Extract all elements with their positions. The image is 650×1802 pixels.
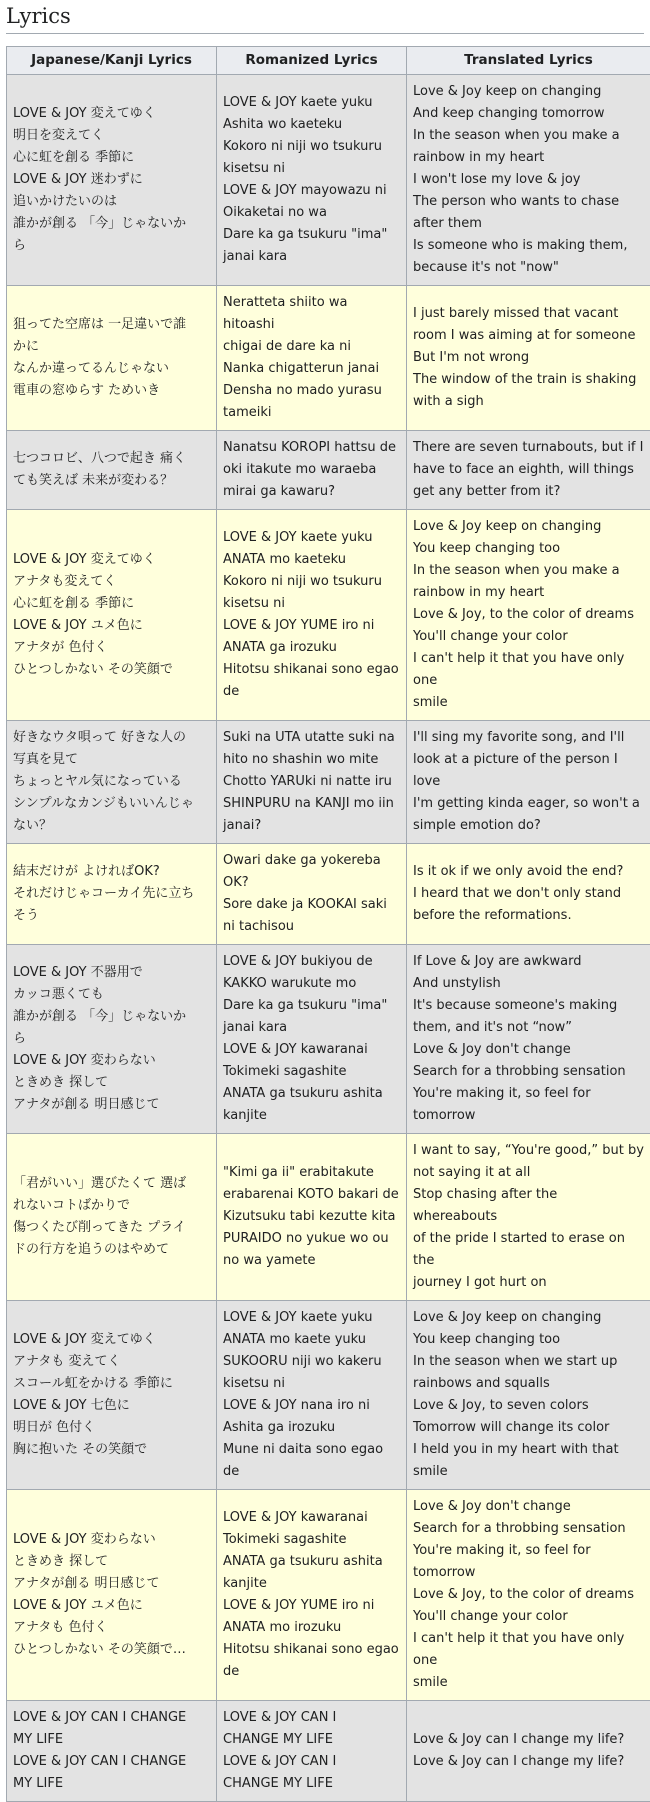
lyric-line: Mune ni daita sono egao de bbox=[223, 1439, 400, 1483]
lyric-line: SUKOORU niji wo kakeru bbox=[223, 1351, 400, 1373]
lyric-line: Ashita ga irozuku bbox=[223, 1417, 400, 1439]
lyric-line: ANATA mo irozuku bbox=[223, 1617, 400, 1639]
table-row bbox=[7, 721, 650, 844]
translated-cell bbox=[407, 286, 650, 431]
lyric-line: OK? bbox=[223, 872, 400, 894]
romanized-cell bbox=[217, 1301, 407, 1490]
romanized-cell bbox=[217, 844, 407, 945]
lyric-line: of the pride I started to erase on the bbox=[413, 1228, 644, 1272]
lyric-line: kisetsu ni bbox=[223, 1373, 400, 1395]
lyric-line: そう bbox=[13, 905, 210, 927]
japanese-cell bbox=[7, 1301, 217, 1490]
lyric-line: de bbox=[223, 1661, 400, 1683]
lyric-line: PURAIDO no yukue wo ou bbox=[223, 1228, 400, 1250]
lyric-line: In the season when you make a bbox=[413, 125, 644, 147]
lyric-line: Kizutsuku tabi kezutte kita bbox=[223, 1206, 400, 1228]
lyric-line: You're making it, so feel for bbox=[413, 1083, 644, 1105]
japanese-cell bbox=[7, 721, 217, 844]
header-row bbox=[7, 47, 650, 75]
lyric-line: rainbow in my heart bbox=[413, 582, 644, 604]
lyric-line: アナタも 色付く bbox=[13, 1617, 210, 1639]
lyric-line: LOVE & JOY 変えてゆく bbox=[13, 103, 210, 125]
japanese-cell bbox=[7, 844, 217, 945]
lyric-line: ときめき 探して bbox=[13, 1551, 210, 1573]
lyric-line: 写真を見て bbox=[13, 749, 210, 771]
lyric-line: Tokimeki sagashite bbox=[223, 1061, 400, 1083]
lyric-line: You'll change your color bbox=[413, 626, 644, 648]
lyric-line: スコール虹をかける 季節に bbox=[13, 1373, 210, 1395]
lyric-line: LOVE & JOY 不器用で bbox=[13, 962, 210, 984]
table-row bbox=[7, 1301, 650, 1490]
table-row bbox=[7, 286, 650, 431]
lyric-line: Oikaketai no wa bbox=[223, 202, 400, 224]
lyric-line: 傷つくたび削ってきた プライ bbox=[13, 1217, 210, 1239]
lyric-line: Love & Joy, to the color of dreams bbox=[413, 604, 644, 626]
lyric-line: 胸に抱いた その笑顔で bbox=[13, 1439, 210, 1461]
lyric-line: with a sigh bbox=[413, 391, 644, 413]
table-row bbox=[7, 1134, 650, 1301]
lyric-line: Love & Joy keep on changing bbox=[413, 81, 644, 103]
lyric-line: And keep changing tomorrow bbox=[413, 103, 644, 125]
lyric-line: LOVE & JOY YUME iro ni bbox=[223, 1595, 400, 1617]
lyric-line: ない？ bbox=[13, 815, 210, 837]
lyric-line: If Love & Joy are awkward bbox=[413, 951, 644, 973]
lyric-line: erabarenai KOTO bakari de bbox=[223, 1184, 400, 1206]
lyric-line: kisetsu ni bbox=[223, 593, 400, 615]
lyric-line: CHANGE MY LIFE bbox=[223, 1773, 400, 1795]
translated-cell bbox=[407, 1490, 650, 1701]
lyric-line: アナタが創る 明日感じて bbox=[13, 1573, 210, 1595]
lyric-line: I won't lose my love & joy bbox=[413, 169, 644, 191]
lyric-line: Love & Joy, to the color of dreams bbox=[413, 1584, 644, 1606]
lyric-line: Nanatsu KOROPI hattsu de bbox=[223, 437, 400, 459]
table-row bbox=[7, 945, 650, 1134]
lyric-line: before the reformations. bbox=[413, 905, 644, 927]
lyric-line: I heard that we don't only stand bbox=[413, 883, 644, 905]
lyric-line: smile bbox=[413, 1672, 644, 1694]
lyric-line: I held you in my heart with that smile bbox=[413, 1439, 644, 1483]
lyric-line: kisetsu ni bbox=[223, 158, 400, 180]
japanese-cell bbox=[7, 286, 217, 431]
lyric-line: ni tachisou bbox=[223, 916, 400, 938]
romanized-cell bbox=[217, 945, 407, 1134]
japanese-cell bbox=[7, 1701, 217, 1802]
header-japanese: Japanese/Kanji Lyrics bbox=[7, 47, 217, 75]
lyric-line: LOVE & JOY mayowazu ni bbox=[223, 180, 400, 202]
lyric-line: CHANGE MY LIFE bbox=[223, 1729, 400, 1751]
lyric-line: journey I got hurt on bbox=[413, 1272, 644, 1294]
lyric-line: MY LIFE bbox=[13, 1773, 210, 1795]
lyric-line: Owari dake ga yokereba bbox=[223, 850, 400, 872]
japanese-cell bbox=[7, 1134, 217, 1301]
lyric-line: LOVE & JOY 変わらない bbox=[13, 1050, 210, 1072]
lyric-line: There are seven turnabouts, but if I bbox=[413, 437, 644, 459]
lyric-line: Love & Joy keep on changing bbox=[413, 1307, 644, 1329]
japanese-cell bbox=[7, 1490, 217, 1701]
lyric-line: because it's not "now" bbox=[413, 257, 644, 279]
lyric-line: かに bbox=[13, 336, 210, 358]
lyric-line: Search for a throbbing sensation bbox=[413, 1061, 644, 1083]
translated-cell bbox=[407, 510, 650, 721]
lyric-line: I'm getting kinda eager, so won't a bbox=[413, 793, 644, 815]
lyric-line: 電車の窓ゆらす ためいき bbox=[13, 380, 210, 402]
lyric-line: MY LIFE bbox=[13, 1729, 210, 1751]
lyric-line: de bbox=[223, 681, 400, 703]
lyric-line: smile bbox=[413, 692, 644, 714]
romanized-cell bbox=[217, 510, 407, 721]
lyric-line: Love & Joy keep on changing bbox=[413, 516, 644, 538]
lyric-line: LOVE & JOY ユメ色に bbox=[13, 1595, 210, 1617]
lyrics-body bbox=[7, 75, 650, 1802]
header-translated: Translated Lyrics bbox=[407, 47, 650, 75]
romanized-cell bbox=[217, 75, 407, 286]
translated-cell bbox=[407, 844, 650, 945]
lyric-line: no wa yamete bbox=[223, 1250, 400, 1272]
table-row bbox=[7, 75, 650, 286]
lyric-line: tomorrow bbox=[413, 1562, 644, 1584]
lyric-line: Densha no mado yurasu bbox=[223, 380, 400, 402]
lyric-line: 七つコロビ、八つで起き 痛く bbox=[13, 448, 210, 470]
japanese-cell bbox=[7, 510, 217, 721]
lyric-line: ANATA ga tsukuru ashita bbox=[223, 1083, 400, 1105]
lyric-line: ANATA mo kaeteku bbox=[223, 549, 400, 571]
lyric-line: LOVE & JOY CAN I CHANGE bbox=[13, 1751, 210, 1773]
translated-cell bbox=[407, 75, 650, 286]
lyric-line: 心に虹を創る 季節に bbox=[13, 593, 210, 615]
lyric-line: ちょっとヤル気になっている bbox=[13, 771, 210, 793]
lyric-line: Dare ka ga tsukuru "ima" bbox=[223, 224, 400, 246]
lyric-line: "Kimi ga ii" erabitakute bbox=[223, 1162, 400, 1184]
lyric-line: tameiki bbox=[223, 402, 400, 424]
lyric-line: not saying it at all bbox=[413, 1162, 644, 1184]
lyric-line: Nanka chigatterun janai bbox=[223, 358, 400, 380]
translated-cell bbox=[407, 721, 650, 844]
lyric-line: chigai de dare ka ni bbox=[223, 336, 400, 358]
lyric-line: oki itakute mo waraeba bbox=[223, 459, 400, 481]
lyric-line: 誰かが創る 「今」じゃないか bbox=[13, 213, 210, 235]
lyrics-table bbox=[6, 46, 650, 1802]
lyric-line: 追いかけたいのは bbox=[13, 191, 210, 213]
section-title: Lyrics bbox=[6, 6, 644, 34]
lyric-line: ときめき 探して bbox=[13, 1072, 210, 1094]
lyric-line: simple emotion do? bbox=[413, 815, 644, 837]
lyric-line: れないコトばかりで bbox=[13, 1195, 210, 1217]
lyric-line: Neratteta shiito wa hitoashi bbox=[223, 292, 400, 336]
lyric-line: LOVE & JOY YUME iro ni bbox=[223, 615, 400, 637]
lyric-line: LOVE & JOY 変えてゆく bbox=[13, 1329, 210, 1351]
lyric-line: ANATA ga irozuku bbox=[223, 637, 400, 659]
lyric-line: SHINPURU na KANJI mo iin bbox=[223, 793, 400, 815]
translated-cell bbox=[407, 1134, 650, 1301]
lyric-line: I want to say, “You're good,” but by bbox=[413, 1140, 644, 1162]
lyric-line: LOVE & JOY CAN I bbox=[223, 1707, 400, 1729]
lyric-line: Chotto YARUki ni natte iru bbox=[223, 771, 400, 793]
lyric-line: LOVE & JOY 変わらない bbox=[13, 1529, 210, 1551]
lyric-line: janai kara bbox=[223, 246, 400, 268]
lyric-line: 明日を変えてく bbox=[13, 125, 210, 147]
translated-cell bbox=[407, 431, 650, 510]
lyric-line: LOVE & JOY kawaranai bbox=[223, 1507, 400, 1529]
lyric-line: rainbow in my heart bbox=[413, 147, 644, 169]
translated-cell bbox=[407, 1301, 650, 1490]
lyric-line: ANATA ga tsukuru ashita bbox=[223, 1551, 400, 1573]
lyric-line: ら bbox=[13, 1028, 210, 1050]
lyric-line: Sore dake ja KOOKAI saki bbox=[223, 894, 400, 916]
lyric-line: カッコ悪くても bbox=[13, 984, 210, 1006]
lyric-line: have to face an eighth, will things bbox=[413, 459, 644, 481]
lyric-line: 明日が 色付く bbox=[13, 1417, 210, 1439]
lyric-line: I can't help it that you have only one bbox=[413, 648, 644, 692]
lyric-line: LOVE & JOY CAN I bbox=[223, 1751, 400, 1773]
lyric-line: Hitotsu shikanai sono egao bbox=[223, 1639, 400, 1661]
header-romanized: Romanized Lyrics bbox=[217, 47, 407, 75]
lyric-line: 「君がいい」選びたくて 選ば bbox=[13, 1173, 210, 1195]
lyric-line: LOVE & JOY kaete yuku bbox=[223, 1307, 400, 1329]
lyric-line: Is someone who is making them, bbox=[413, 235, 644, 257]
lyric-line: アナタが創る 明日感じて bbox=[13, 1094, 210, 1116]
table-row bbox=[7, 510, 650, 721]
lyric-line: Hitotsu shikanai sono egao bbox=[223, 659, 400, 681]
translated-cell bbox=[407, 1701, 650, 1802]
lyric-line: Love & Joy can I change my life? bbox=[413, 1751, 644, 1773]
lyric-line: アナタも変えてく bbox=[13, 571, 210, 593]
lyric-line: And unstylish bbox=[413, 973, 644, 995]
lyric-line: LOVE & JOY kawaranai bbox=[223, 1039, 400, 1061]
lyric-line: 誰かが創る 「今」じゃないか bbox=[13, 1006, 210, 1028]
lyric-line: Dare ka ga tsukuru "ima" bbox=[223, 995, 400, 1017]
lyric-line: The window of the train is shaking bbox=[413, 369, 644, 391]
lyric-line: Tokimeki sagashite bbox=[223, 1529, 400, 1551]
lyric-line: Kokoro ni niji wo tsukuru bbox=[223, 571, 400, 593]
lyric-line: tomorrow bbox=[413, 1105, 644, 1127]
lyric-line: 狙ってた空席は 一足違いで誰 bbox=[13, 314, 210, 336]
lyric-line: Love & Joy don't change bbox=[413, 1039, 644, 1061]
lyric-line: hito no shashin wo mite bbox=[223, 749, 400, 771]
lyric-line: them, and it's not “now” bbox=[413, 1017, 644, 1039]
lyric-line: ANATA mo kaete yuku bbox=[223, 1329, 400, 1351]
lyric-line: Love & Joy don't change bbox=[413, 1496, 644, 1518]
lyric-line: 心に虹を創る 季節に bbox=[13, 147, 210, 169]
lyric-line: Is it ok if we only avoid the end? bbox=[413, 861, 644, 883]
romanized-cell bbox=[217, 1701, 407, 1802]
lyric-line: Love & Joy, to seven colors bbox=[413, 1395, 644, 1417]
lyric-line: LOVE & JOY 変えてゆく bbox=[13, 549, 210, 571]
lyric-line: get any better from it? bbox=[413, 481, 644, 503]
lyric-line: 結末だけが よければOK? bbox=[13, 861, 210, 883]
lyric-line: I can't help it that you have only one bbox=[413, 1628, 644, 1672]
lyric-line: LOVE & JOY 迷わずに bbox=[13, 169, 210, 191]
romanized-cell bbox=[217, 1490, 407, 1701]
lyric-line: The person who wants to chase bbox=[413, 191, 644, 213]
lyric-line: janai kara bbox=[223, 1017, 400, 1039]
lyric-line: ひとつしかない その笑顔で bbox=[13, 659, 210, 681]
lyric-line: after them bbox=[413, 213, 644, 235]
lyric-line: それだけじゃコーカイ先に立ち bbox=[13, 883, 210, 905]
table-row bbox=[7, 1701, 650, 1802]
lyric-line: mirai ga kawaru? bbox=[223, 481, 400, 503]
lyric-line: なんか違ってるんじゃない bbox=[13, 358, 210, 380]
lyric-line: Suki na UTA utatte suki na bbox=[223, 727, 400, 749]
lyric-line: Ashita wo kaeteku bbox=[223, 114, 400, 136]
lyric-line: Stop chasing after the whereabouts bbox=[413, 1184, 644, 1228]
lyric-line: ドの行方を追うのはやめて bbox=[13, 1239, 210, 1261]
table-row bbox=[7, 431, 650, 510]
lyric-line: ら bbox=[13, 235, 210, 257]
japanese-cell bbox=[7, 945, 217, 1134]
lyric-line: You'll change your color bbox=[413, 1606, 644, 1628]
lyric-line: Tomorrow will change its color bbox=[413, 1417, 644, 1439]
lyric-line: 好きなウタ唄って 好きな人の bbox=[13, 727, 210, 749]
lyric-line: You're making it, so feel for bbox=[413, 1540, 644, 1562]
lyric-line: LOVE & JOY kaete yuku bbox=[223, 92, 400, 114]
lyric-line: In the season when we start up bbox=[413, 1351, 644, 1373]
lyric-line: Search for a throbbing sensation bbox=[413, 1518, 644, 1540]
lyric-line: I'll sing my favorite song, and I'll bbox=[413, 727, 644, 749]
japanese-cell bbox=[7, 75, 217, 286]
romanized-cell bbox=[217, 431, 407, 510]
lyric-line: LOVE & JOY nana iro ni bbox=[223, 1395, 400, 1417]
lyric-line: kanjite bbox=[223, 1573, 400, 1595]
lyric-line: rainbows and squalls bbox=[413, 1373, 644, 1395]
table-row bbox=[7, 1490, 650, 1701]
lyric-line: Love & Joy can I change my life? bbox=[413, 1729, 644, 1751]
japanese-cell bbox=[7, 431, 217, 510]
lyric-line: You keep changing too bbox=[413, 1329, 644, 1351]
lyric-line: KAKKO warukute mo bbox=[223, 973, 400, 995]
translated-cell bbox=[407, 945, 650, 1134]
lyric-line: LOVE & JOY ユメ色に bbox=[13, 615, 210, 637]
lyric-line: Kokoro ni niji wo tsukuru bbox=[223, 136, 400, 158]
table-row bbox=[7, 844, 650, 945]
lyric-line: You keep changing too bbox=[413, 538, 644, 560]
lyric-line: janai? bbox=[223, 815, 400, 837]
lyric-line: I just barely missed that vacant bbox=[413, 303, 644, 325]
lyric-line: LOVE & JOY 七色に bbox=[13, 1395, 210, 1417]
lyric-line: ひとつしかない その笑顔で… bbox=[13, 1639, 210, 1661]
lyric-line: アナタも 変えてく bbox=[13, 1351, 210, 1373]
lyric-line: look at a picture of the person I love bbox=[413, 749, 644, 793]
lyric-line: It's because someone's making bbox=[413, 995, 644, 1017]
lyric-line: アナタが 色付く bbox=[13, 637, 210, 659]
romanized-cell bbox=[217, 1134, 407, 1301]
lyric-line: In the season when you make a bbox=[413, 560, 644, 582]
lyric-line: LOVE & JOY kaete yuku bbox=[223, 527, 400, 549]
lyric-line: シンプルなカンジもいいんじゃ bbox=[13, 793, 210, 815]
lyric-line: But I'm not wrong bbox=[413, 347, 644, 369]
lyric-line: LOVE & JOY bukiyou de bbox=[223, 951, 400, 973]
lyric-line: LOVE & JOY CAN I CHANGE bbox=[13, 1707, 210, 1729]
lyric-line: kanjite bbox=[223, 1105, 400, 1127]
lyric-line: room I was aiming at for someone bbox=[413, 325, 644, 347]
romanized-cell bbox=[217, 286, 407, 431]
lyric-line: ても笑えば 未来が変わる？ bbox=[13, 470, 210, 492]
romanized-cell bbox=[217, 721, 407, 844]
